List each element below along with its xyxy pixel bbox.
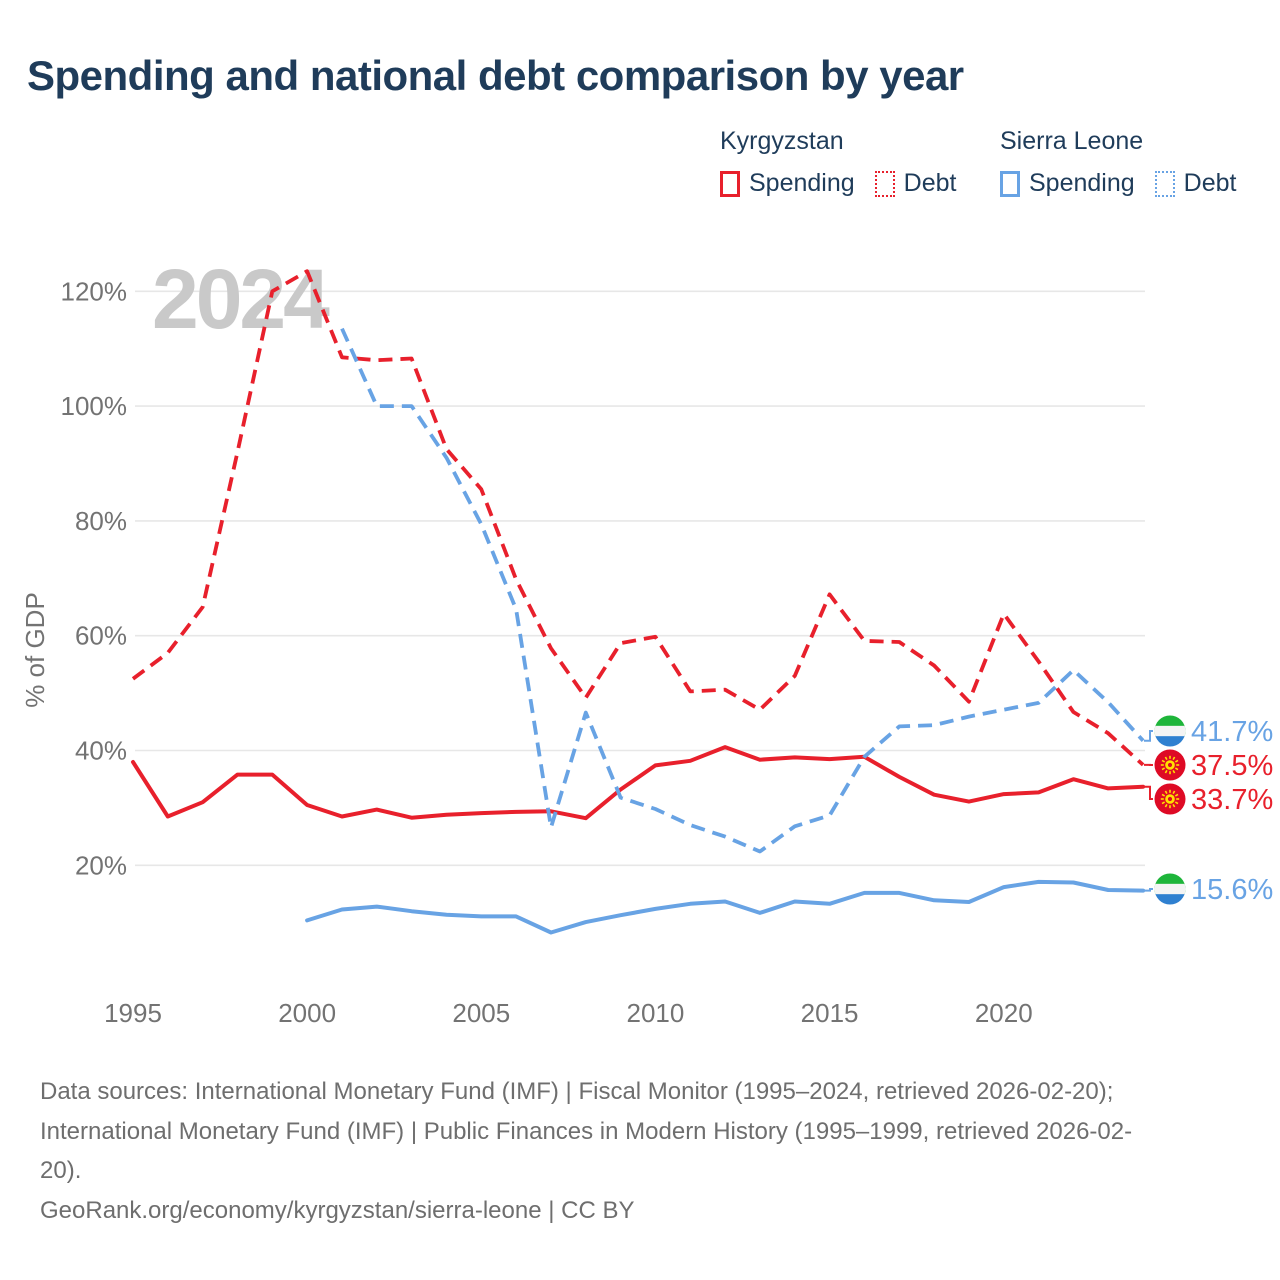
y-tick-label: 80% — [74, 505, 127, 536]
y-axis-title: % of GDP — [20, 592, 50, 708]
legend-group-title: Kyrgyzstan — [720, 127, 844, 155]
x-tick-label: 2020 — [974, 998, 1033, 1028]
sierra-leone-flag-icon — [1155, 874, 1186, 915]
y-tick-label: 40% — [74, 735, 127, 766]
legend-item-label: Spending — [749, 169, 855, 197]
y-tick-label: 120% — [60, 276, 127, 307]
end-label-connector — [1144, 731, 1153, 741]
data-sources-footer — [40, 1072, 1250, 1230]
page-title: Spending and national debt comparison by year — [27, 52, 964, 99]
end-label-connector — [1144, 889, 1153, 891]
end-label-connector — [1144, 787, 1153, 799]
legend-item-label: Debt — [1183, 169, 1237, 197]
x-tick-label: 2015 — [800, 998, 859, 1028]
x-tick-label: 2000 — [278, 998, 337, 1028]
x-tick-label: 2010 — [626, 998, 685, 1028]
end-value-label: 37.5% — [1191, 750, 1274, 782]
y-tick-label: 100% — [60, 391, 127, 422]
series-line-sierra-leone-debt[interactable] — [342, 329, 1143, 852]
end-value-label: 41.7% — [1191, 716, 1274, 748]
legend-item-label: Debt — [903, 169, 957, 197]
legend-group-title: Sierra Leone — [1000, 127, 1144, 155]
kyrgyzstan-flag-icon — [1155, 784, 1186, 815]
footer-line: Data sources: International Monetary Fund (IMF) | Fiscal Monitor (1995–2024, retrieved 2026-02-20); — [40, 1078, 1114, 1105]
y-tick-label: 60% — [74, 620, 127, 651]
x-tick-label: 1995 — [104, 998, 162, 1028]
footer-line: International Monetary Fund (IMF) | Public Finances in Modern History (1995–1999, retrieved 2026-02- — [40, 1117, 1133, 1145]
series-line-sierra-leone-spending[interactable] — [307, 882, 1143, 933]
legend-item-label: Spending — [1029, 169, 1135, 197]
end-value-label: 33.7% — [1191, 784, 1274, 816]
x-tick-label: 2005 — [452, 998, 511, 1028]
series-line-kyrgyzstan-spending[interactable] — [133, 747, 1143, 818]
end-value-label: 15.6% — [1191, 874, 1274, 906]
kyrgyzstan-flag-icon — [1155, 750, 1186, 781]
footer-link-line[interactable]: GeoRank.org/economy/kyrgyzstan/sierra-leone | CC BY — [40, 1196, 635, 1224]
y-tick-label: 20% — [74, 850, 127, 881]
watermark-year: 2024 — [152, 252, 327, 346]
footer-line: 20). — [40, 1157, 82, 1184]
